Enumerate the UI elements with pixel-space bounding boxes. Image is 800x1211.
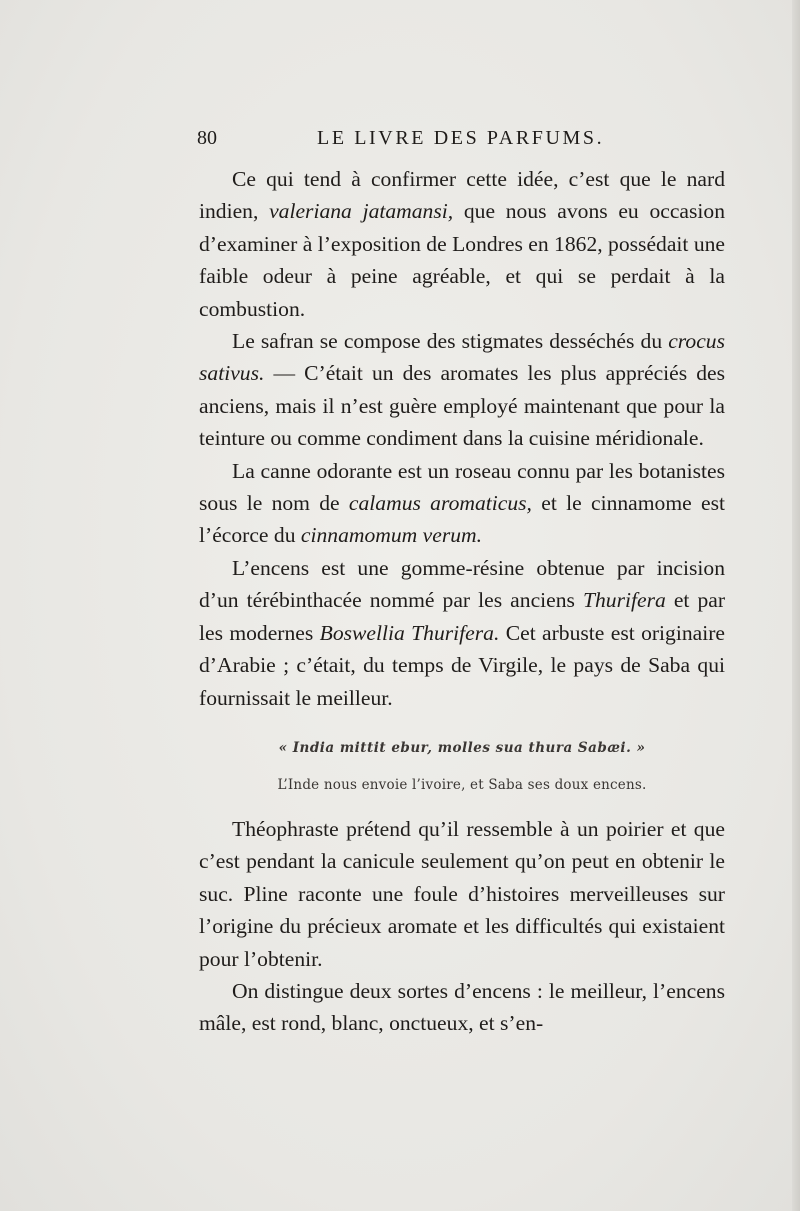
text-block-bottom bbox=[199, 813, 725, 1040]
french-translation: L’Inde nous envoie l’ivoire, et Saba ses doux encens. bbox=[277, 777, 647, 793]
page-edge bbox=[792, 0, 800, 1211]
species-name: valeriana jatamansi, bbox=[269, 199, 454, 224]
page-number: 80 bbox=[197, 127, 217, 149]
species-name: crocus sativus. bbox=[199, 329, 725, 386]
text-block-top bbox=[199, 163, 725, 714]
paragraph-canne: La canne odorante est un roseau connu par les botanistes sous le nom de calamus aromaticus, et le cinnamome est l’écorce du cinnamomum verum. bbox=[199, 458, 725, 548]
paragraph-theophraste: Théophraste prétend qu’il ressemble à un poirier et que c’est pendant la canicule seulement qu’on peut en obtenir le suc. Pline raconte une foule d’histoires merveilleuses sur l’origine du précieux aromate et les difficultés qui existaient pour l’obtenir. bbox=[199, 817, 725, 971]
paragraph-sortes: On distingue deux sortes d’encens : le meilleur, l’encens mâle, est rond, blanc, onctueux, et s’en- bbox=[199, 979, 725, 1036]
paragraph-nard: Ce qui tend à confirmer cette idée, c’est que le nard indien, valeriana jatamansi, que nous avons eu occasion d’examiner à l’exposition de Londres en 1862, possédait une faible odeur à peine agréable, et qui se perdait à la combustion. bbox=[199, 167, 725, 321]
running-title: LE LIVRE DES PARFUMS. bbox=[317, 127, 605, 149]
species-name: Boswellia Thurifera. bbox=[319, 620, 500, 645]
species-name: cinnamomum verum. bbox=[300, 523, 483, 548]
paragraph-encens: L’encens est une gomme-résine obtenue par incision d’un térébinthacée nommé par les anciens Thurifera et par les modernes Boswellia Thurifera. Cet arbuste est originaire d’Arabie ; c’était, du temps de Virgile, le pays de Saba qui fournissait le meilleur. bbox=[199, 555, 726, 710]
page-header bbox=[197, 127, 725, 155]
paragraph-safran: Le safran se compose des stigmates desséchés du crocus sativus. — C’était un des aromates les plus appréciés des anciens, mais il n’est guère employé maintenant que pour la teinture ou comme condiment dans la cuisine méridionale. bbox=[199, 329, 725, 451]
species-name: calamus aromaticus, bbox=[348, 491, 532, 516]
latin-quote: « India mittit ebur, molles sua thura Sabæi. » bbox=[278, 740, 646, 756]
species-name: Thurifera bbox=[582, 588, 666, 613]
